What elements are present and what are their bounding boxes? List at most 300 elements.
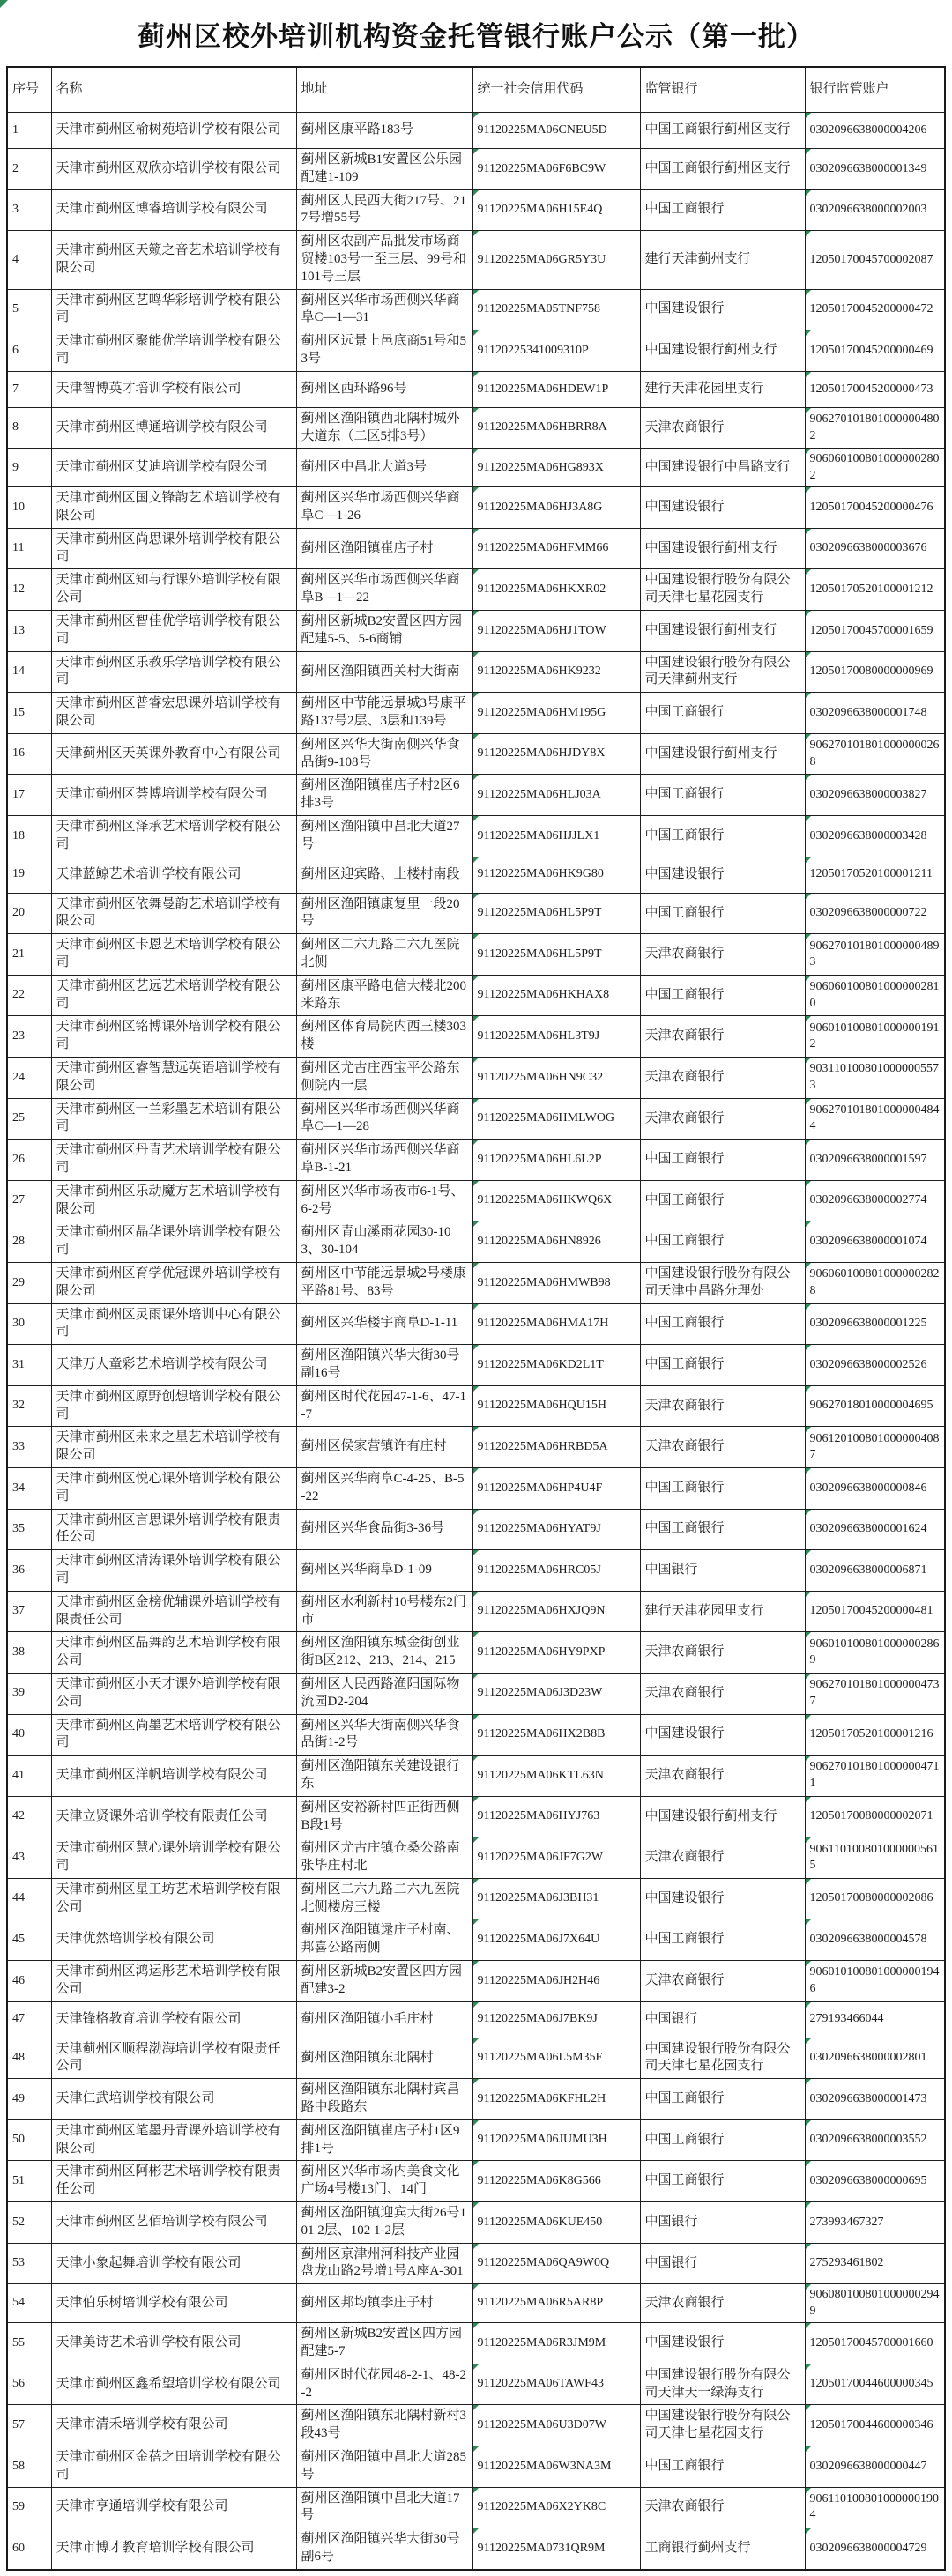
- bank-cell: 中国工商银行: [640, 1345, 805, 1386]
- address-cell: 蓟州区时代花园48-2-1、48-2-2: [296, 2364, 472, 2405]
- credit-code-cell: 91120225MA06HBRR8A: [472, 407, 640, 449]
- table-row: [7, 2323, 945, 2364]
- address-cell: 蓟州区兴华市场西侧兴华商阜C—1-26: [296, 487, 472, 529]
- bank-cell: 中国建设银行: [640, 289, 805, 330]
- credit-code-cell: 91120225MA06R3JM9M: [472, 2323, 640, 2364]
- bank-cell: 中国建设银行蓟州支行: [640, 733, 805, 775]
- address-cell: 蓟州区渔阳镇崔店子村2区6排3号: [296, 775, 472, 816]
- name-cell: 天津市蓟州区博睿培训学校有限公司: [51, 189, 296, 231]
- row-index-cell: 23: [7, 1016, 51, 1058]
- table-row: [7, 1961, 945, 2002]
- account-cell: 9060101008010000001946: [805, 1961, 945, 2002]
- name-cell: 天津市蓟州区睿智慧远英语培训学校有限公司: [51, 1058, 296, 1099]
- row-index-cell: 55: [7, 2323, 51, 2364]
- table-row: [7, 975, 945, 1016]
- account-cell: 275293461802: [805, 2243, 945, 2284]
- address-cell: 蓟州区迎宾路、土楼村南段: [296, 857, 472, 893]
- address-cell: 蓟州区兴华市场西侧兴华商阜B-1-21: [296, 1140, 472, 1181]
- account-cell: 0302096638000001473: [805, 2079, 945, 2120]
- account-cell: 12050170045200000473: [805, 371, 945, 407]
- account-cell: 0302096638000003676: [805, 528, 945, 569]
- table-row: [7, 1262, 945, 1303]
- row-index-cell: 9: [7, 449, 51, 487]
- bank-cell: 中国建设银行: [640, 1714, 805, 1756]
- account-cell: 9060601008010000002828: [805, 1262, 945, 1303]
- address-cell: 蓟州区尤古庄西宝平公路东侧院内一层: [296, 1058, 472, 1099]
- address-cell: 蓟州区京津州河科技产业园盘龙山路2号增1号A座A-301: [296, 2243, 472, 2284]
- account-cell: 0302096638000000846: [805, 1467, 945, 1509]
- table-row: [7, 1591, 945, 1632]
- credit-code-cell: 91120225MA05TNF758: [472, 289, 640, 330]
- name-cell: 天津市蓟州区知与行课外培训学校有限公司: [51, 569, 296, 611]
- table-row: [7, 611, 945, 652]
- address-cell: 蓟州区渔阳镇东城金街创业街B区212、213、214、215: [296, 1632, 472, 1674]
- credit-code-cell: 91120225MA06J3BH31: [472, 1878, 640, 1919]
- bank-cell: 中国工商银行: [640, 1919, 805, 1961]
- bank-cell: 天津农商银行: [640, 1427, 805, 1468]
- table-row: [7, 1140, 945, 1181]
- name-cell: 天津市蓟州区原野创想培训学校有限公司: [51, 1385, 296, 1427]
- page-title: 蓟州区校外培训机构资金托管银行账户公示（第一批）: [138, 21, 814, 52]
- name-cell: 天津蓟州区天英课外教育中心有限公司: [51, 733, 296, 775]
- row-index-cell: 46: [7, 1961, 51, 2002]
- row-index-cell: 47: [7, 2001, 51, 2038]
- row-index-cell: 22: [7, 975, 51, 1016]
- credit-code-cell: 91120225MA06GR5Y3U: [472, 231, 640, 289]
- address-cell: 蓟州区渔阳镇兴华大街30号副16号: [296, 1345, 472, 1386]
- credit-code-cell: 91120225MA06F6BC9W: [472, 149, 640, 190]
- bank-cell: 中国建设银行股份有限公司天津中昌路分理处: [640, 1262, 805, 1303]
- account-cell: 0302096638000002801: [805, 2038, 945, 2079]
- account-cell: 12050170045200000481: [805, 1591, 945, 1632]
- bank-cell: 中国建设银行股份有限公司天津七星花园支行: [640, 2038, 805, 2079]
- name-cell: 天津蓝鲸艺术培训学校有限公司: [51, 857, 296, 893]
- account-cell: 12050170080000002071: [805, 1796, 945, 1837]
- row-index-cell: 52: [7, 2202, 51, 2244]
- bank-cell: 中国建设银行: [640, 857, 805, 893]
- row-index-cell: 44: [7, 1878, 51, 1919]
- address-cell: 蓟州区二六九路二六九医院北侧: [296, 934, 472, 976]
- bank-cell: 中国工商银行蓟州区支行: [640, 149, 805, 190]
- account-cell: 12050170520100001211: [805, 857, 945, 893]
- name-cell: 天津市蓟州区悦心课外培训学校有限公司: [51, 1467, 296, 1509]
- bank-cell: 天津农商银行: [640, 1837, 805, 1879]
- name-cell: 天津智博英才培训学校有限公司: [51, 371, 296, 407]
- account-cell: 279193466044: [805, 2001, 945, 2038]
- name-cell: 天津锋格教育培训学校有限公司: [51, 2001, 296, 2038]
- credit-code-cell: 91120225MA06HLJ03A: [472, 775, 640, 816]
- address-cell: 蓟州区青山溪雨花园30-103、30-104: [296, 1221, 472, 1263]
- credit-code-cell: 91120225MA06HY9PXP: [472, 1632, 640, 1674]
- address-cell: 蓟州区时代花园47-1-6、47-1-7: [296, 1385, 472, 1427]
- credit-code-cell: 91120225MA06JH2H46: [472, 1961, 640, 2002]
- row-index-cell: 59: [7, 2487, 51, 2528]
- name-cell: 天津市蓟州区艺佰培训学校有限公司: [51, 2202, 296, 2244]
- bank-cell: 天津农商银行: [640, 1756, 805, 1797]
- name-cell: 天津市亨通培训学校有限公司: [51, 2487, 296, 2528]
- credit-code-cell: 91120225MA06HQU15H: [472, 1385, 640, 1427]
- credit-code-cell: 91120225MA06KUE450: [472, 2202, 640, 2244]
- credit-code-cell: 91120225MA06HK9G80: [472, 857, 640, 893]
- account-cell: 12050170045700001659: [805, 611, 945, 652]
- row-index-cell: 26: [7, 1140, 51, 1181]
- credit-code-cell: 91120225MA06U3D07W: [472, 2405, 640, 2446]
- address-cell: 蓟州区渔阳镇崔店子村1区9排1号: [296, 2119, 472, 2161]
- address-cell: 蓟州区兴华市场西侧兴华商阜C—1—31: [296, 289, 472, 330]
- credit-code-cell: 91120225MA06HN9C32: [472, 1058, 640, 1099]
- bank-cell: 中国建设银行股份有限公司天津七星花园支行: [640, 2405, 805, 2446]
- address-cell: 蓟州区渔阳镇小毛庄村: [296, 2001, 472, 2038]
- bank-cell: 天津农商银行: [640, 2487, 805, 2528]
- row-index-cell: 27: [7, 1180, 51, 1221]
- account-cell: 12050170044600000346: [805, 2405, 945, 2446]
- table-row: [7, 816, 945, 857]
- row-index-cell: 28: [7, 1221, 51, 1263]
- table-row: [7, 231, 945, 289]
- address-cell: 蓟州区新城B2安置区四方园配建5-7: [296, 2323, 472, 2364]
- address-cell: 蓟州区体育局院内西三楼303楼: [296, 1016, 472, 1058]
- name-cell: 天津市蓟州区艺鸣华彩培训学校有限公司: [51, 289, 296, 330]
- credit-code-cell: 91120225MA06JUMU3H: [472, 2119, 640, 2161]
- row-index-cell: 58: [7, 2446, 51, 2487]
- account-cell: 0302096638000002526: [805, 1345, 945, 1386]
- row-index-cell: 3: [7, 189, 51, 231]
- bank-cell: 中国银行: [640, 2202, 805, 2244]
- name-cell: 天津市蓟州区卡恩艺术培训学校有限公司: [51, 934, 296, 976]
- table-row: [7, 189, 945, 231]
- row-index-cell: 33: [7, 1427, 51, 1468]
- bank-cell: 中国建设银行: [640, 487, 805, 529]
- row-index-cell: 37: [7, 1591, 51, 1632]
- credit-code-cell: 91120225MA06HL6L2P: [472, 1140, 640, 1181]
- bank-cell: 中国建设银行: [640, 1878, 805, 1919]
- table-row: [7, 2405, 945, 2446]
- bank-cell: 天津农商银行: [640, 1098, 805, 1140]
- credit-code-cell: 91120225MA06HJJLX1: [472, 816, 640, 857]
- address-cell: 蓟州区渔阳镇崔店子村: [296, 528, 472, 569]
- name-cell: 天津市蓟州区乐教乐学培训学校有限公司: [51, 651, 296, 693]
- credit-code-cell: 91120225MA0731QR9M: [472, 2528, 640, 2570]
- name-cell: 天津小象起舞培训学校有限公司: [51, 2243, 296, 2284]
- bank-cell: 中国工商银行: [640, 1303, 805, 1345]
- credit-code-cell: 91120225MA06KD2L1T: [472, 1345, 640, 1386]
- account-cell: 12050170044600000345: [805, 2364, 945, 2405]
- credit-code-cell: 91120225MA06HK9232: [472, 651, 640, 693]
- row-index-cell: 17: [7, 775, 51, 816]
- account-cell: 9060101008010000002869: [805, 1632, 945, 1674]
- table-row: [7, 693, 945, 734]
- address-cell: 蓟州区渔阳镇中昌北大道17号: [296, 2487, 472, 2528]
- name-cell: 天津市蓟州区洋帆培训学校有限公司: [51, 1756, 296, 1797]
- name-cell: 天津市蓟州区金榜优辅课外培训学校有限责任公司: [51, 1591, 296, 1632]
- table-row: [7, 2284, 945, 2323]
- account-cell: 0302096638000000695: [805, 2161, 945, 2202]
- col-header-bank: 监管银行: [640, 67, 805, 113]
- bank-cell: 天津农商银行: [640, 1961, 805, 2002]
- table-row: [7, 2243, 945, 2284]
- address-cell: 蓟州区中昌北大道3号: [296, 449, 472, 487]
- row-index-cell: 29: [7, 1262, 51, 1303]
- name-cell: 天津市蓟州区乐动魔方艺术培训学校有限公司: [51, 1180, 296, 1221]
- account-cell: 0302096638000003552: [805, 2119, 945, 2161]
- bank-account-table: [6, 66, 946, 2571]
- bank-cell: 天津农商银行: [640, 934, 805, 976]
- credit-code-cell: 91120225MA06KFHL2H: [472, 2079, 640, 2120]
- account-cell: 9061101008010000001904: [805, 2487, 945, 2528]
- table-row: [7, 2528, 945, 2570]
- table-row: [7, 2119, 945, 2161]
- row-index-cell: 49: [7, 2079, 51, 2120]
- name-cell: 天津市蓟州区国文锋韵艺术培训学校有限公司: [51, 487, 296, 529]
- bank-cell: 工商银行蓟州支行: [640, 2528, 805, 2570]
- row-index-cell: 21: [7, 934, 51, 976]
- name-cell: 天津市蓟州区泽承艺术培训学校有限公司: [51, 816, 296, 857]
- name-cell: 天津优然培训学校有限公司: [51, 1919, 296, 1961]
- credit-code-cell: 91120225MA06L5M35F: [472, 2038, 640, 2079]
- address-cell: 蓟州区渔阳镇东北隅村宾昌路中段路东: [296, 2079, 472, 2120]
- name-cell: 天津万人童彩艺术培训学校有限公司: [51, 1345, 296, 1386]
- address-cell: 蓟州区新城B2安置区四方园配建3-2: [296, 1961, 472, 2002]
- bank-cell: 中国建设银行股份有限公司天津七星花园支行: [640, 569, 805, 611]
- bank-cell: 中国工商银行: [640, 189, 805, 231]
- address-cell: 蓟州区中节能远景城3号康平路137号2层、3层和139号: [296, 693, 472, 734]
- account-cell: 0302096638000003428: [805, 816, 945, 857]
- table-row: [7, 1098, 945, 1140]
- table-row: [7, 1837, 945, 1879]
- credit-code-cell: 91120225MA06HXJQ9N: [472, 1591, 640, 1632]
- row-index-cell: 1: [7, 113, 51, 149]
- account-cell: 9061101008010000005615: [805, 1837, 945, 1879]
- col-header-address: 地址: [296, 67, 472, 113]
- col-header-name: 名称: [51, 67, 296, 113]
- address-cell: 蓟州区兴华大街南侧兴华食品街9-108号: [296, 733, 472, 775]
- table-row: [7, 1345, 945, 1386]
- address-cell: 蓟州区人民西大街217号、217号增55号: [296, 189, 472, 231]
- row-index-cell: 48: [7, 2038, 51, 2079]
- address-cell: 蓟州区渔阳镇东北隅村新村3段43号: [296, 2405, 472, 2446]
- table-row: [7, 1714, 945, 1756]
- bank-cell: 中国建设银行: [640, 2323, 805, 2364]
- credit-code-cell: 91120225MA06HJDY8X: [472, 733, 640, 775]
- account-cell: 9061201008010000004087: [805, 1427, 945, 1468]
- table-row: [7, 1796, 945, 1837]
- bank-cell: 中国工商银行: [640, 1180, 805, 1221]
- bank-cell: 中国银行: [640, 2001, 805, 2038]
- row-index-cell: 39: [7, 1673, 51, 1714]
- scan-corner-artifact: [0, 0, 8, 8]
- account-cell: 9062701018010000004737: [805, 1673, 945, 1714]
- table-row: [7, 2446, 945, 2487]
- table-row: [7, 1427, 945, 1468]
- address-cell: 蓟州区兴华市场内美食文化广场4号楼13门、14门: [296, 2161, 472, 2202]
- address-cell: 蓟州区兴华市场夜市6-1号、6-2号: [296, 1180, 472, 1221]
- bank-cell: 中国工商银行: [640, 1221, 805, 1263]
- credit-code-cell: 91120225MA06HMLWOG: [472, 1098, 640, 1140]
- address-cell: 蓟州区兴华楼宇商阜D-1-11: [296, 1303, 472, 1345]
- address-cell: 蓟州区水利新村10号楼东2门市: [296, 1591, 472, 1632]
- row-index-cell: 14: [7, 651, 51, 693]
- credit-code-cell: 91120225MA06HRBD5A: [472, 1427, 640, 1468]
- credit-code-cell: 91120225MA06HL5P9T: [472, 934, 640, 976]
- row-index-cell: 7: [7, 371, 51, 407]
- name-cell: 天津市蓟州区阿彬艺术培训学校有限责任公司: [51, 2161, 296, 2202]
- account-cell: 0302096638000004578: [805, 1919, 945, 1961]
- address-cell: 蓟州区兴华商阜D-1-09: [296, 1550, 472, 1592]
- bank-cell: 中国工商银行: [640, 1140, 805, 1181]
- name-cell: 天津市蓟州区清涛课外培训学校有限公司: [51, 1550, 296, 1592]
- address-cell: 蓟州区渔阳镇迎宾大街26号101 2层、102 1-2层: [296, 2202, 472, 2244]
- account-cell: 9031101008010000005573: [805, 1058, 945, 1099]
- account-cell: 0302096638000000447: [805, 2446, 945, 2487]
- name-cell: 天津市蓟州区鸿运彤艺术培训学校有限公司: [51, 1961, 296, 2002]
- table-row: [7, 2001, 945, 2038]
- address-cell: 蓟州区渔阳镇中昌北大道285号: [296, 2446, 472, 2487]
- bank-cell: 中国建设银行蓟州支行: [640, 611, 805, 652]
- table-row: [7, 289, 945, 330]
- row-index-cell: 36: [7, 1550, 51, 1592]
- credit-code-cell: 91120225MA06HYAT9J: [472, 1509, 640, 1550]
- address-cell: 蓟州区渔阳镇中昌北大道27号: [296, 816, 472, 857]
- row-index-cell: 18: [7, 816, 51, 857]
- bank-cell: 中国银行: [640, 2243, 805, 2284]
- credit-code-cell: 91120225MA06J7X64U: [472, 1919, 640, 1961]
- bank-cell: 天津农商银行: [640, 1016, 805, 1058]
- row-index-cell: 35: [7, 1509, 51, 1550]
- account-cell: 0302096638000001074: [805, 1221, 945, 1263]
- row-index-cell: 32: [7, 1385, 51, 1427]
- address-cell: 蓟州区渔阳镇东北隅村: [296, 2038, 472, 2079]
- bank-cell: 建行天津花园里支行: [640, 1591, 805, 1632]
- bank-cell: 中国工商银行: [640, 2119, 805, 2161]
- table-row: [7, 1016, 945, 1058]
- table-row: [7, 2079, 945, 2120]
- name-cell: 天津市蓟州区天籁之音艺术培训学校有限公司: [51, 231, 296, 289]
- account-cell: 9060101008010000001912: [805, 1016, 945, 1058]
- table-row: [7, 487, 945, 529]
- credit-code-cell: 91120225MA06R5AR8P: [472, 2284, 640, 2323]
- account-cell: 9062701018010000000268: [805, 733, 945, 775]
- table-row: [7, 2161, 945, 2202]
- address-cell: 蓟州区农副产品批发市场商贸楼103号一至三层、99号和101号三层: [296, 231, 472, 289]
- row-index-cell: 11: [7, 528, 51, 569]
- name-cell: 天津市蓟州区灵雨课外培训中心有限公司: [51, 1303, 296, 1345]
- credit-code-cell: 91120225MA06H15E4Q: [472, 189, 640, 231]
- row-index-cell: 24: [7, 1058, 51, 1099]
- table-row: [7, 1221, 945, 1263]
- row-index-cell: 19: [7, 857, 51, 893]
- name-cell: 天津市蓟州区金蓓之田培训学校有限公司: [51, 2446, 296, 2487]
- credit-code-cell: 91120225MA06HMWB98: [472, 1262, 640, 1303]
- row-index-cell: 57: [7, 2405, 51, 2446]
- table-row: [7, 1550, 945, 1592]
- credit-code-cell: 91120225MA06HJ3A8G: [472, 487, 640, 529]
- credit-code-cell: 91120225MA06HDEW1P: [472, 371, 640, 407]
- address-cell: 蓟州区渔阳镇西北隅村城外大道东（二区5排3号）: [296, 407, 472, 449]
- account-cell: 0302096638000000722: [805, 893, 945, 934]
- credit-code-cell: 91120225MA06JF7G2W: [472, 1837, 640, 1879]
- address-cell: 蓟州区尤古庄镇仓桑公路南张毕庄村北: [296, 1837, 472, 1879]
- name-cell: 天津蓟州区顺程渤海培训学校有限责任公司: [51, 2038, 296, 2079]
- credit-code-cell: 91120225MA06HMA17H: [472, 1303, 640, 1345]
- col-header-credit-code: 统一社会信用代码: [472, 67, 640, 113]
- address-cell: 蓟州区兴华市场西侧兴华商阜B—1—22: [296, 569, 472, 611]
- bank-cell: 中国银行: [640, 1550, 805, 1592]
- account-cell: 0302096638000002774: [805, 1180, 945, 1221]
- account-cell: 12050170045700001660: [805, 2323, 945, 2364]
- account-cell: 273993467327: [805, 2202, 945, 2244]
- table-row: [7, 449, 945, 487]
- bank-cell: 中国建设银行中昌路支行: [640, 449, 805, 487]
- name-cell: 天津市蓟州区言思课外培训学校有限责任公司: [51, 1509, 296, 1550]
- address-cell: 蓟州区安裕新村四正街西侧B段1号: [296, 1796, 472, 1837]
- account-cell: 0302096638000003827: [805, 775, 945, 816]
- account-cell: 12050170045200000476: [805, 487, 945, 529]
- row-index-cell: 15: [7, 693, 51, 734]
- name-cell: 天津市蓟州区慧心课外培训学校有限公司: [51, 1837, 296, 1879]
- bank-cell: 中国建设银行股份有限公司天津天一绿海支行: [640, 2364, 805, 2405]
- row-index-cell: 43: [7, 1837, 51, 1879]
- row-index-cell: 30: [7, 1303, 51, 1345]
- credit-code-cell: 91120225MA06HX2B8B: [472, 1714, 640, 1756]
- row-index-cell: 50: [7, 2119, 51, 2161]
- name-cell: 天津市蓟州区依舞曼韵艺术培训学校有限公司: [51, 893, 296, 934]
- account-cell: 12050170045200000469: [805, 330, 945, 372]
- table-row: [7, 1756, 945, 1797]
- address-cell: 蓟州区新城B1安置区公乐园配建1-109: [296, 149, 472, 190]
- credit-code-cell: 91120225MA06K8G566: [472, 2161, 640, 2202]
- row-index-cell: 41: [7, 1756, 51, 1797]
- name-cell: 天津市博才教育培训学校有限公司: [51, 2528, 296, 2570]
- account-cell: 9062701018010000004711: [805, 1756, 945, 1797]
- row-index-cell: 53: [7, 2243, 51, 2284]
- bank-cell: 中国工商银行: [640, 975, 805, 1016]
- col-header-account: 银行监管账户: [805, 67, 945, 113]
- table-row: [7, 2364, 945, 2405]
- credit-code-cell: 91120225MA06HM195G: [472, 693, 640, 734]
- address-cell: 蓟州区中节能远景城2号楼康平路81号、83号: [296, 1262, 472, 1303]
- row-index-cell: 5: [7, 289, 51, 330]
- address-cell: 蓟州区新城B2安置区四方园配建5-5、5-6商铺: [296, 611, 472, 652]
- bank-cell: 天津农商银行: [640, 407, 805, 449]
- account-cell: 9062701018010000004844: [805, 1098, 945, 1140]
- account-cell: 12050170080000000969: [805, 651, 945, 693]
- account-cell: 0302096638000001597: [805, 1140, 945, 1181]
- bank-cell: 天津农商银行: [640, 1385, 805, 1427]
- name-cell: 天津市蓟州区未来之星艺术培训学校有限公司: [51, 1427, 296, 1468]
- account-cell: 12050170045200000472: [805, 289, 945, 330]
- credit-code-cell: 91120225MA06HKHAX8: [472, 975, 640, 1016]
- table-header-row: [7, 67, 945, 113]
- table-row: [7, 1919, 945, 1961]
- address-cell: 蓟州区兴华大街南侧兴华食品街1-2号: [296, 1714, 472, 1756]
- name-cell: 天津市蓟州区一兰彩墨艺术培训有限公司: [51, 1098, 296, 1140]
- account-cell: 9062701018010000004802: [805, 407, 945, 449]
- row-index-cell: 13: [7, 611, 51, 652]
- bank-cell: 天津农商银行: [640, 1673, 805, 1714]
- name-cell: 天津立贤课外培训学校有限责任公司: [51, 1796, 296, 1837]
- credit-code-cell: 91120225MA06HL3T9J: [472, 1016, 640, 1058]
- table-row: [7, 1632, 945, 1674]
- name-cell: 天津市蓟州区小天才课外培训学校有限公司: [51, 1673, 296, 1714]
- bank-cell: 中国工商银行: [640, 775, 805, 816]
- name-cell: 天津市蓟州区荟博培训学校有限公司: [51, 775, 296, 816]
- account-cell: 0302096638000001349: [805, 149, 945, 190]
- name-cell: 天津市蓟州区尚墨艺术培训学校有限公司: [51, 1714, 296, 1756]
- address-cell: 蓟州区人民西路渔阳国际物流园D2-204: [296, 1673, 472, 1714]
- col-header-serial: 序号: [7, 67, 51, 113]
- bank-cell: 中国工商银行: [640, 1509, 805, 1550]
- account-cell: 12050170520100001216: [805, 1714, 945, 1756]
